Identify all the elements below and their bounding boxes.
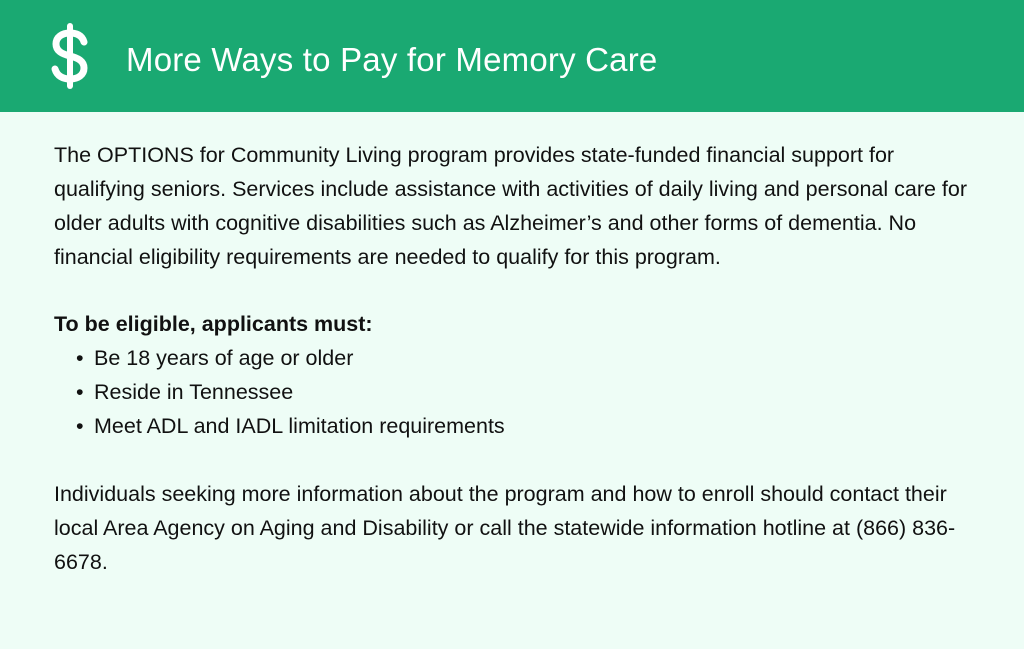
requirement-text: Be 18 years of age or older bbox=[94, 346, 354, 370]
page-title: More Ways to Pay for Memory Care bbox=[126, 41, 658, 78]
list-item bbox=[76, 341, 984, 375]
bullet-icon: • bbox=[76, 380, 84, 404]
requirements-list bbox=[54, 341, 984, 443]
bullet-icon: • bbox=[76, 346, 84, 370]
bullet-icon: • bbox=[76, 414, 84, 438]
requirement-text: Meet ADL and IADL limitation requirements bbox=[94, 414, 505, 438]
content-body bbox=[54, 138, 984, 579]
eligibility-heading: To be eligible, applicants must: bbox=[54, 312, 373, 336]
intro-paragraph: The OPTIONS for Community Living program provides state-funded financial support for qualifying seniors. Services include assistance with activities of daily living and personal care for older adults with cognitive disabilities such as Alzheimer’s and other forms of dementia. No financial eligibility requirements are needed to qualify for this program. bbox=[54, 143, 968, 269]
list-item bbox=[76, 409, 984, 443]
header-bar bbox=[0, 0, 1024, 112]
dollar-sign-icon bbox=[46, 20, 94, 92]
list-item bbox=[76, 375, 984, 409]
requirement-text: Reside in Tennessee bbox=[94, 380, 294, 404]
outro-paragraph: Individuals seeking more information about the program and how to enroll should contact their local Area Agency on Aging and Disability or call the statewide information hotline at (866) 836-6678. bbox=[54, 482, 956, 574]
